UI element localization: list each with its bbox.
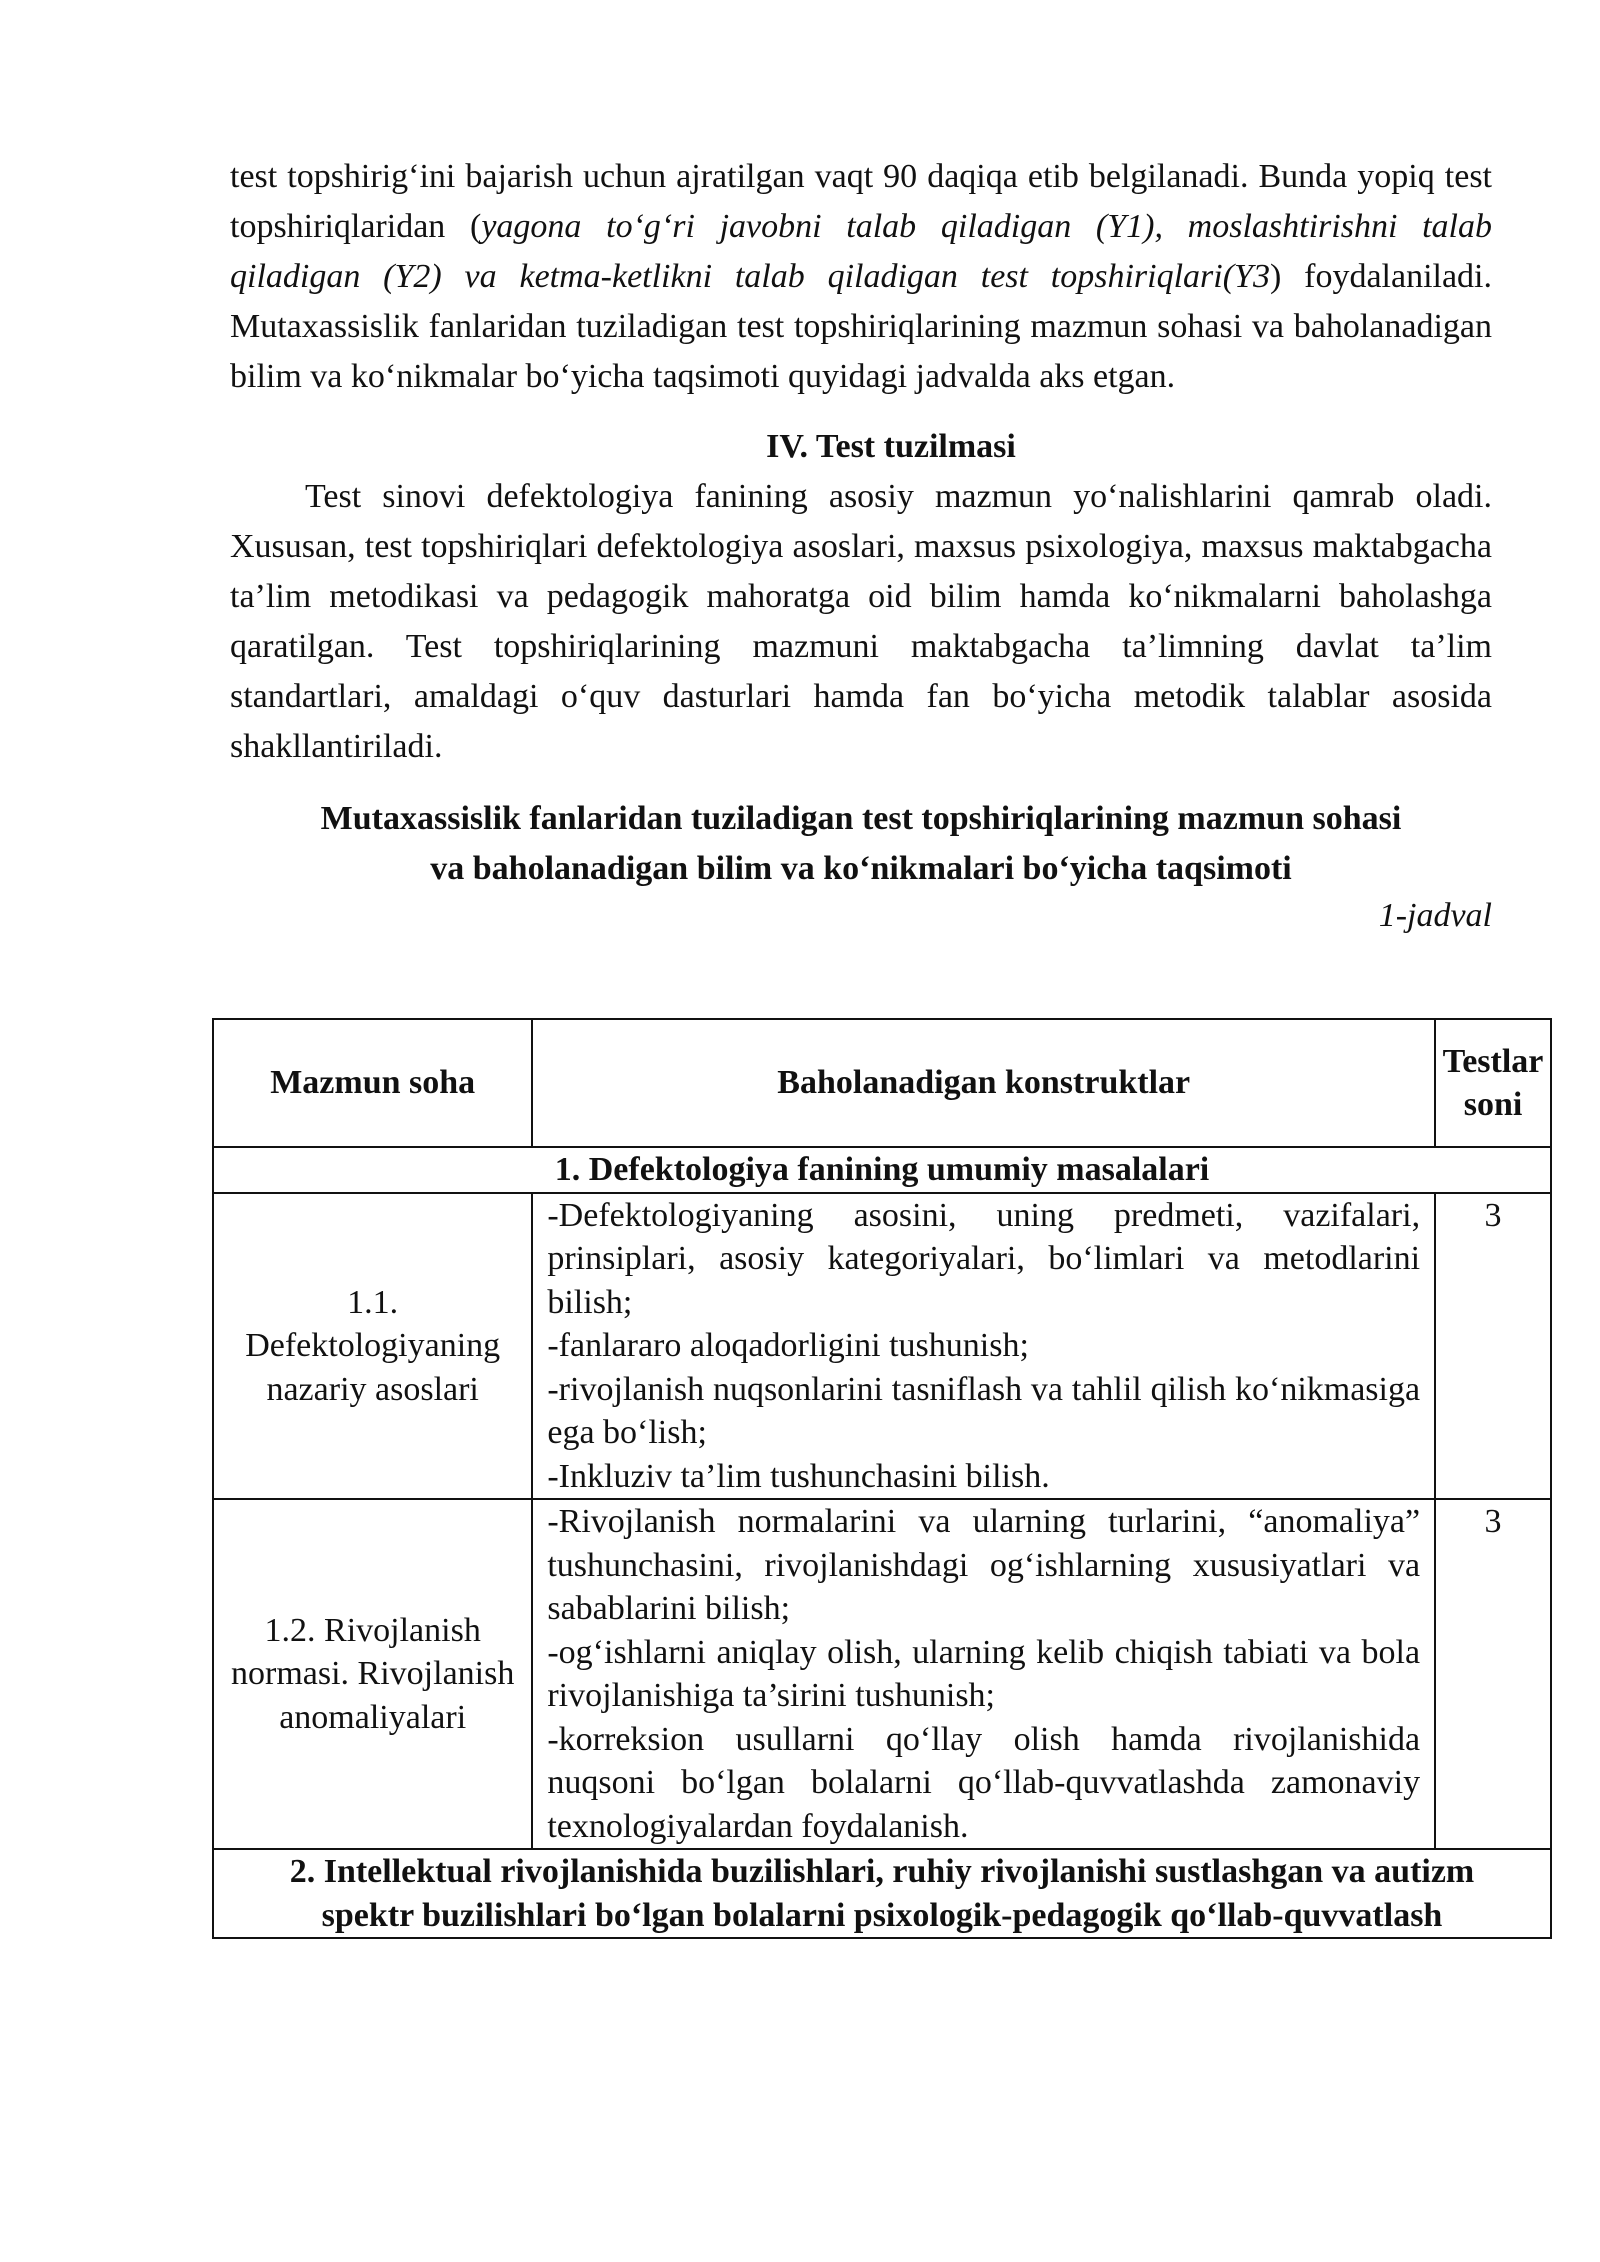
- section-1-title: 1. Defektologiya fanining umumiy masalalari: [213, 1147, 1551, 1193]
- count-cell: 3: [1435, 1499, 1551, 1849]
- section-2-title: 2. Intellektual rivojlanishida buzilishlari, ruhiy rivojlanishi sustlashgan va autizm spektr buzilishlari bo‘lgan bolalarni psixologik-pedagogik qo‘llab-quvvatlash: [213, 1849, 1551, 1938]
- count-cell: 3: [1435, 1193, 1551, 1500]
- construct-item: -Defektologiyaning asosini, uning predmeti, vazifalari, prinsiplari, asosiy kategoriyalari, bo‘limlari va metodlarini bilish;: [547, 1196, 1421, 1321]
- table-header-row: [213, 1019, 1551, 1147]
- intro-paragraph: [230, 152, 1492, 402]
- construct-item: -korreksion usullarni qo‘llay olish hamda rivojlanishida nuqsoni bo‘lgan bolalarni qo‘llab-quvvatlashda zamonaviy texnologiyalardan foydalanish.: [547, 1720, 1421, 1845]
- header-konstruktlar: Baholanadigan konstruktlar: [532, 1019, 1435, 1147]
- area-cell: 1.2. Rivojlanish normasi. Rivojlanish anomaliyalari: [213, 1499, 532, 1849]
- construct-item: -fanlararo aloqadorligini tushunish;: [547, 1327, 1029, 1364]
- table-row: [213, 1193, 1551, 1500]
- construct-item: -og‘ishlarni aniqlay olish, ularning kelib chiqish tabiati va bola rivojlanishiga ta’sirini tushunish;: [547, 1633, 1421, 1714]
- distribution-table: [212, 1018, 1552, 1939]
- construct-item: -Rivojlanish normalarini va ularning turlarini, “anomaliya” tushunchasini, rivojlanishdagi og‘ishlarning xususiyatlari va sabablarini bilish;: [547, 1503, 1421, 1627]
- area-cell: 1.1. Defektologiyaning nazariy asoslari: [213, 1193, 532, 1500]
- intro-text-2: ) foydalaniladi. Mutaxassislik fanlaridan tuziladigan test topshiriqlarining mazmun sohasi va baholanadigan bilim va ko‘nikmalar bo‘yicha taqsimoti quyidagi jadvalda aks etgan.: [230, 258, 1493, 395]
- table-tag: 1-jadval: [1378, 897, 1492, 934]
- table-title: Mutaxassislik fanlaridan tuziladigan test topshiriqlarining mazmun sohasi va baholanadigan bilim va ko‘nikmalari bo‘yicha taqsimoti: [320, 800, 1402, 887]
- section-row-2: [213, 1849, 1551, 1938]
- constructs-cell: [532, 1193, 1435, 1500]
- section-heading: IV. Test tuzilmasi: [766, 428, 1016, 465]
- intro-text-1: test topshirig‘ini bajarish uchun ajratilgan vaqt 90 daqiqa etib belgilanadi. Bunda yopiq test topshiriqlaridan (: [230, 158, 1492, 245]
- constructs-cell: [532, 1499, 1435, 1849]
- document-page: [230, 152, 1492, 938]
- construct-item: -rivojlanish nuqsonlarini tasniflash va tahlil qilish ko‘nikmasiga ega bo‘lish;: [547, 1370, 1421, 1451]
- intro-italic-text: yagona to‘g‘ri javobni talab qiladigan (Y1), moslashtirishni talab qiladigan (Y2) va ketma-ketlikni talab qiladigan test topshiriqlari(Y3: [230, 208, 1492, 295]
- section-paragraph: Test sinovi defektologiya fanining asosiy mazmun yo‘nalishlarini qamrab oladi. Xususan, test topshiriqlari defektologiya asoslari, maxsus psixologiya, maxsus maktabgacha ta’lim metodikasi va pedagogik mahoratga oid bilim hamda ko‘nikmalarni baholashga qaratilgan. Test topshiriqlarining mazmuni maktabgacha ta’limning davlat ta’lim standartlari, amaldagi o‘quv dasturlari hamda fan bo‘yicha metodik talablar asosida shakllantiriladi.: [230, 478, 1492, 765]
- header-testlar-soni: Testlar soni: [1435, 1019, 1551, 1147]
- header-mazmun-soha: Mazmun soha: [213, 1019, 532, 1147]
- construct-item: -Inkluziv ta’lim tushunchasini bilish.: [547, 1457, 1050, 1495]
- table-row: [213, 1499, 1551, 1849]
- section-row-1: [213, 1147, 1551, 1193]
